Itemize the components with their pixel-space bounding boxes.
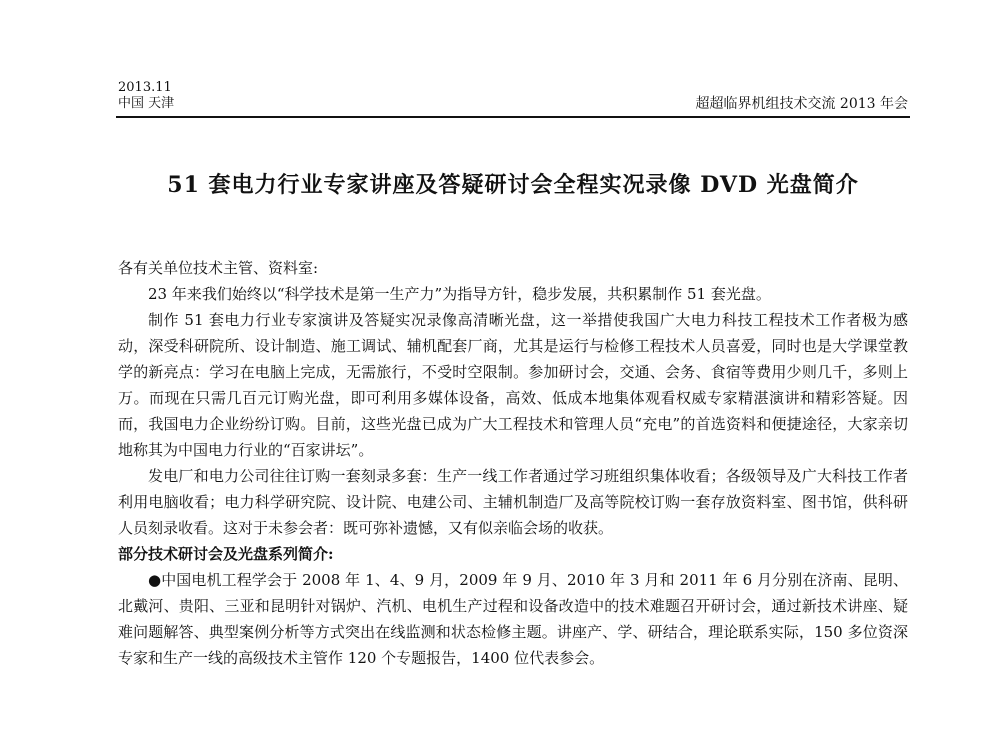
salutation: 各有关单位技术主管、资料室: bbox=[118, 259, 319, 277]
document-body bbox=[118, 255, 908, 671]
paragraph-2: 制作 51 套电力行业专家演讲及答疑实况录像高清晰光盘，这一举措使我国广大电力科技工程技术工作者极为感动，深受科研院所、设计制造、施工调试、辅机配套厂商，尤其是运行与检修工程技术人员喜爱，同时也是大学课堂教学的新亮点：学习在电脑上完成，无需旅行，不受时空限制。参加研讨会，交通、会务、食宿等费用少则几千，多则上万。而现在只需几百元订购光盘，即可利用多媒体设备，高效、低成本地集体观看权威专家精湛演讲和精彩答疑。因而，我国电力企业纷纷订购。目前，这些光盘已成为广大工程技术和管理人员“充电”的首选资料和便捷途径，大家亲切地称其为中国电力行业的“百家讲坛”。 bbox=[118, 311, 908, 459]
header-conference: 超超临界机组技术交流 2013 年会 bbox=[695, 96, 908, 112]
header-date: 2013.11 bbox=[118, 80, 172, 95]
section-heading: 部分技术研讨会及光盘系列简介: bbox=[118, 545, 334, 563]
header-rule bbox=[116, 116, 910, 118]
header-location: 中国 天津 bbox=[118, 96, 175, 111]
document-title: 51 套电力行业专家讲座及答疑研讨会全程实况录像 DVD 光盘简介 bbox=[167, 172, 859, 198]
paragraph-3: 发电厂和电力公司往往订购一套刻录多套：生产一线工作者通过学习班组织集体收看；各级领导及广大科技工作者利用电脑收看；电力科学研究院、设计院、电建公司、主辅机制造厂及高等院校订购一套存放资料室、图书馆，供科研人员刻录收看。这对于未参会者：既可弥补遗憾，又有似亲临会场的收获。 bbox=[118, 467, 908, 537]
paragraph-1: 23 年来我们始终以“科学技术是第一生产力”为指导方针，稳步发展，共积累制作 51 套光盘。 bbox=[148, 285, 771, 303]
bullet-paragraph: ●中国电机工程学会于 2008 年 1、4、9 月，2009 年 9 月、2010 年 3 月和 2011 年 6 月分别在济南、昆明、北戴河、贵阳、三亚和昆明针对锅炉、汽机、电机生产过程和设备改造中的技术难题召开研讨会，通过新技术讲座、疑难问题解答、典型案例分析等方式突出在线监测和状态检修主题。讲座产、学、研结合，理论联系实际，150 多位资深专家和生产一线的高级技术主管作 120 个专题报告，1400 位代表参会。 bbox=[118, 571, 908, 667]
page-header bbox=[118, 80, 908, 116]
header-left bbox=[118, 80, 174, 112]
